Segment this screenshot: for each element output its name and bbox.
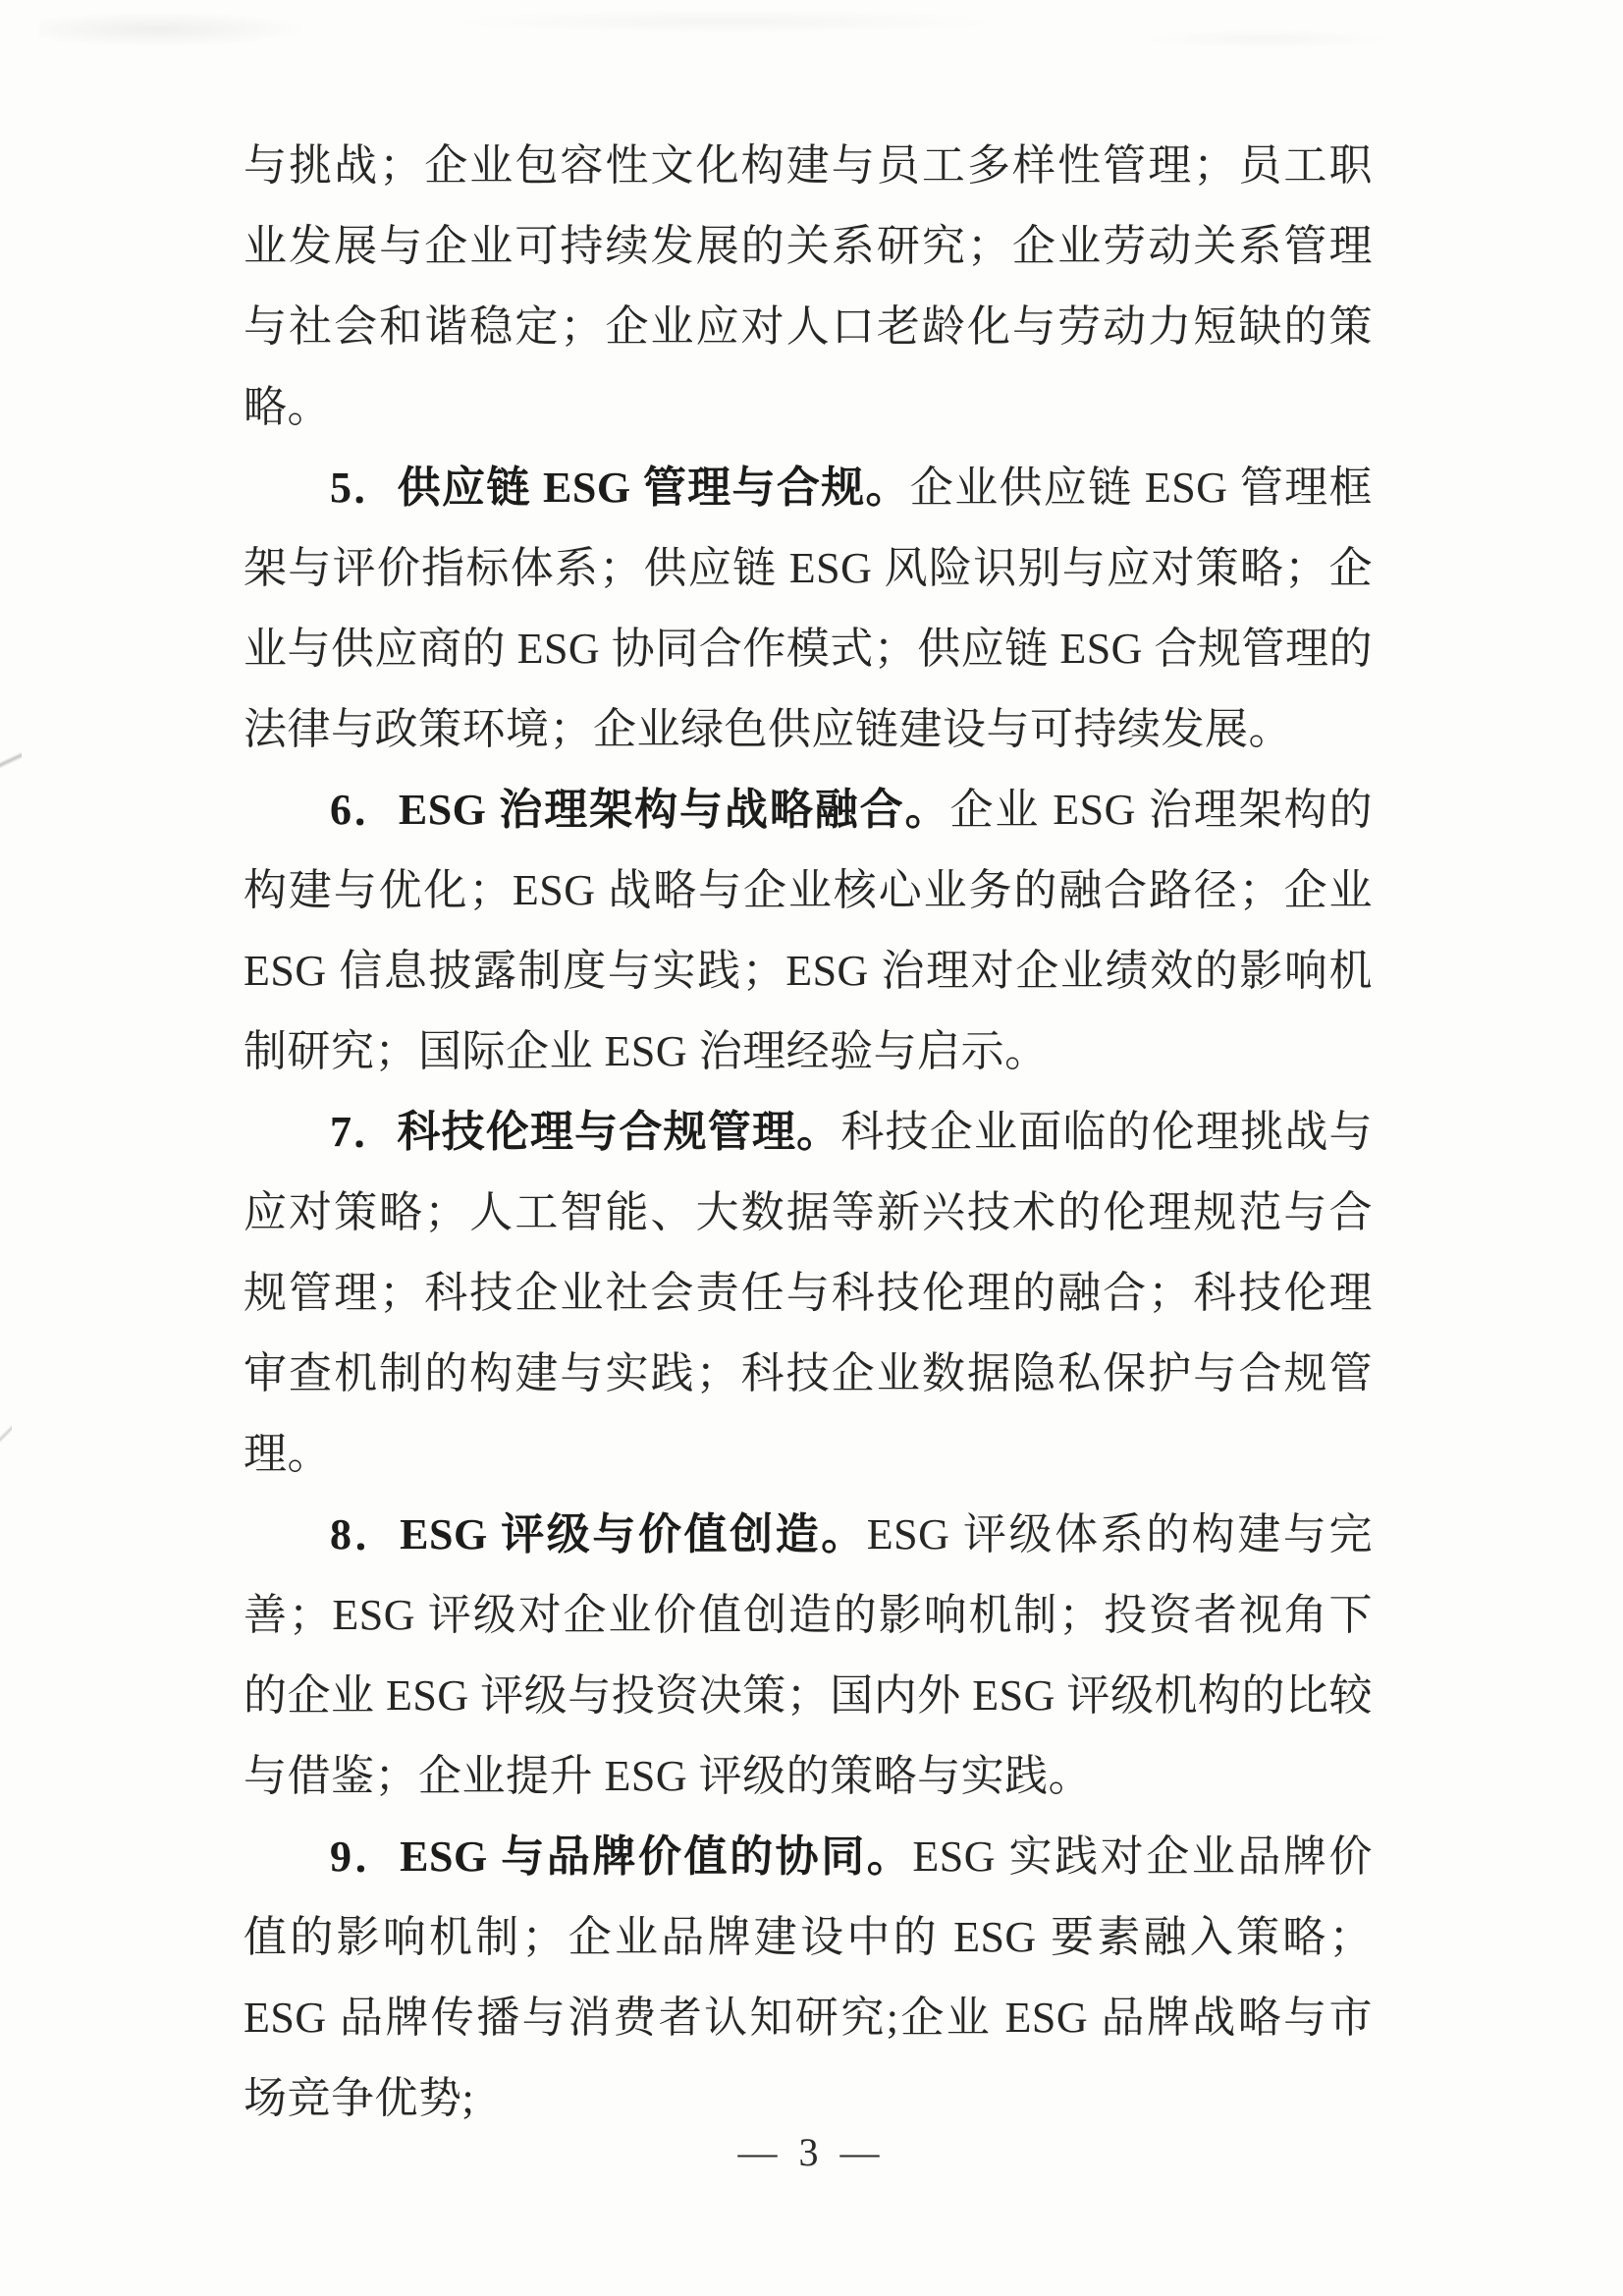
paragraph-text: ESG 评级体系的构建与完善；ESG 评级对企业价值创造的影响机制；投资者视角下的企业 ESG 评级与投资决策；国内外 ESG 评级机构的比较与借鉴；企业提升 ESG 评级的策略与实践。: [243, 1510, 1374, 1800]
paragraph-item-7: [243, 1092, 1373, 1495]
page-number: — 3 —: [737, 2130, 886, 2174]
paragraph-item-6: [243, 770, 1373, 1092]
paragraph-text: 企业 ESG 治理架构的构建与优化；ESG 战略与企业核心业务的融合路径；企业 ESG 信息披露制度与实践；ESG 治理对企业绩效的影响机制研究；国际企业 ESG 治理经验与启示。: [243, 786, 1374, 1075]
paragraph-continuation: [243, 126, 1373, 448]
paragraph-item-5: [243, 448, 1373, 770]
item-heading: 9．ESG 与品牌价值的协同。: [330, 1832, 913, 1881]
item-heading: 8．ESG 评级与价值创造。: [330, 1510, 867, 1558]
item-heading: 7．科技伦理与合规管理。: [330, 1108, 841, 1156]
document-body: [243, 126, 1373, 2139]
item-heading: 6．ESG 治理架构与战略融合。: [330, 786, 950, 834]
scan-artifact: [0, 722, 22, 800]
item-heading: 5．供应链 ESG 管理与合规。: [330, 464, 910, 512]
scan-artifact: [0, 1414, 12, 1459]
paragraph-text: 企业供应链 ESG 管理框架与评价指标体系；供应链 ESG 风险识别与应对策略；企业与供应商的 ESG 协同合作模式；供应链 ESG 合规管理的法律与政策环境；企业绿色供应链建设与可持续发展。: [243, 464, 1373, 753]
paragraph-text: ESG 实践对企业品牌价值的影响机制；企业品牌建设中的 ESG 要素融入策略；ESG 品牌传播与消费者认知研究;企业 ESG 品牌战略与市场竞争优势;: [243, 1832, 1373, 2122]
paragraph-item-9: [243, 1817, 1373, 2139]
scan-smudge: [39, 0, 1414, 69]
paragraph-text: 科技企业面临的伦理挑战与应对策略；人工智能、大数据等新兴技术的伦理规范与合规管理；科技企业社会责任与科技伦理的融合；科技伦理审查机制的构建与实践；科技企业数据隐私保护与合规管理。: [243, 1108, 1374, 1478]
paragraph-text: 与挑战；企业包容性文化构建与员工多样性管理；员工职业发展与企业可持续发展的关系研究；企业劳动关系管理与社会和谐稳定；企业应对人口老龄化与劳动力短缺的策略。: [243, 141, 1373, 431]
paragraph-item-8: [243, 1495, 1373, 1817]
